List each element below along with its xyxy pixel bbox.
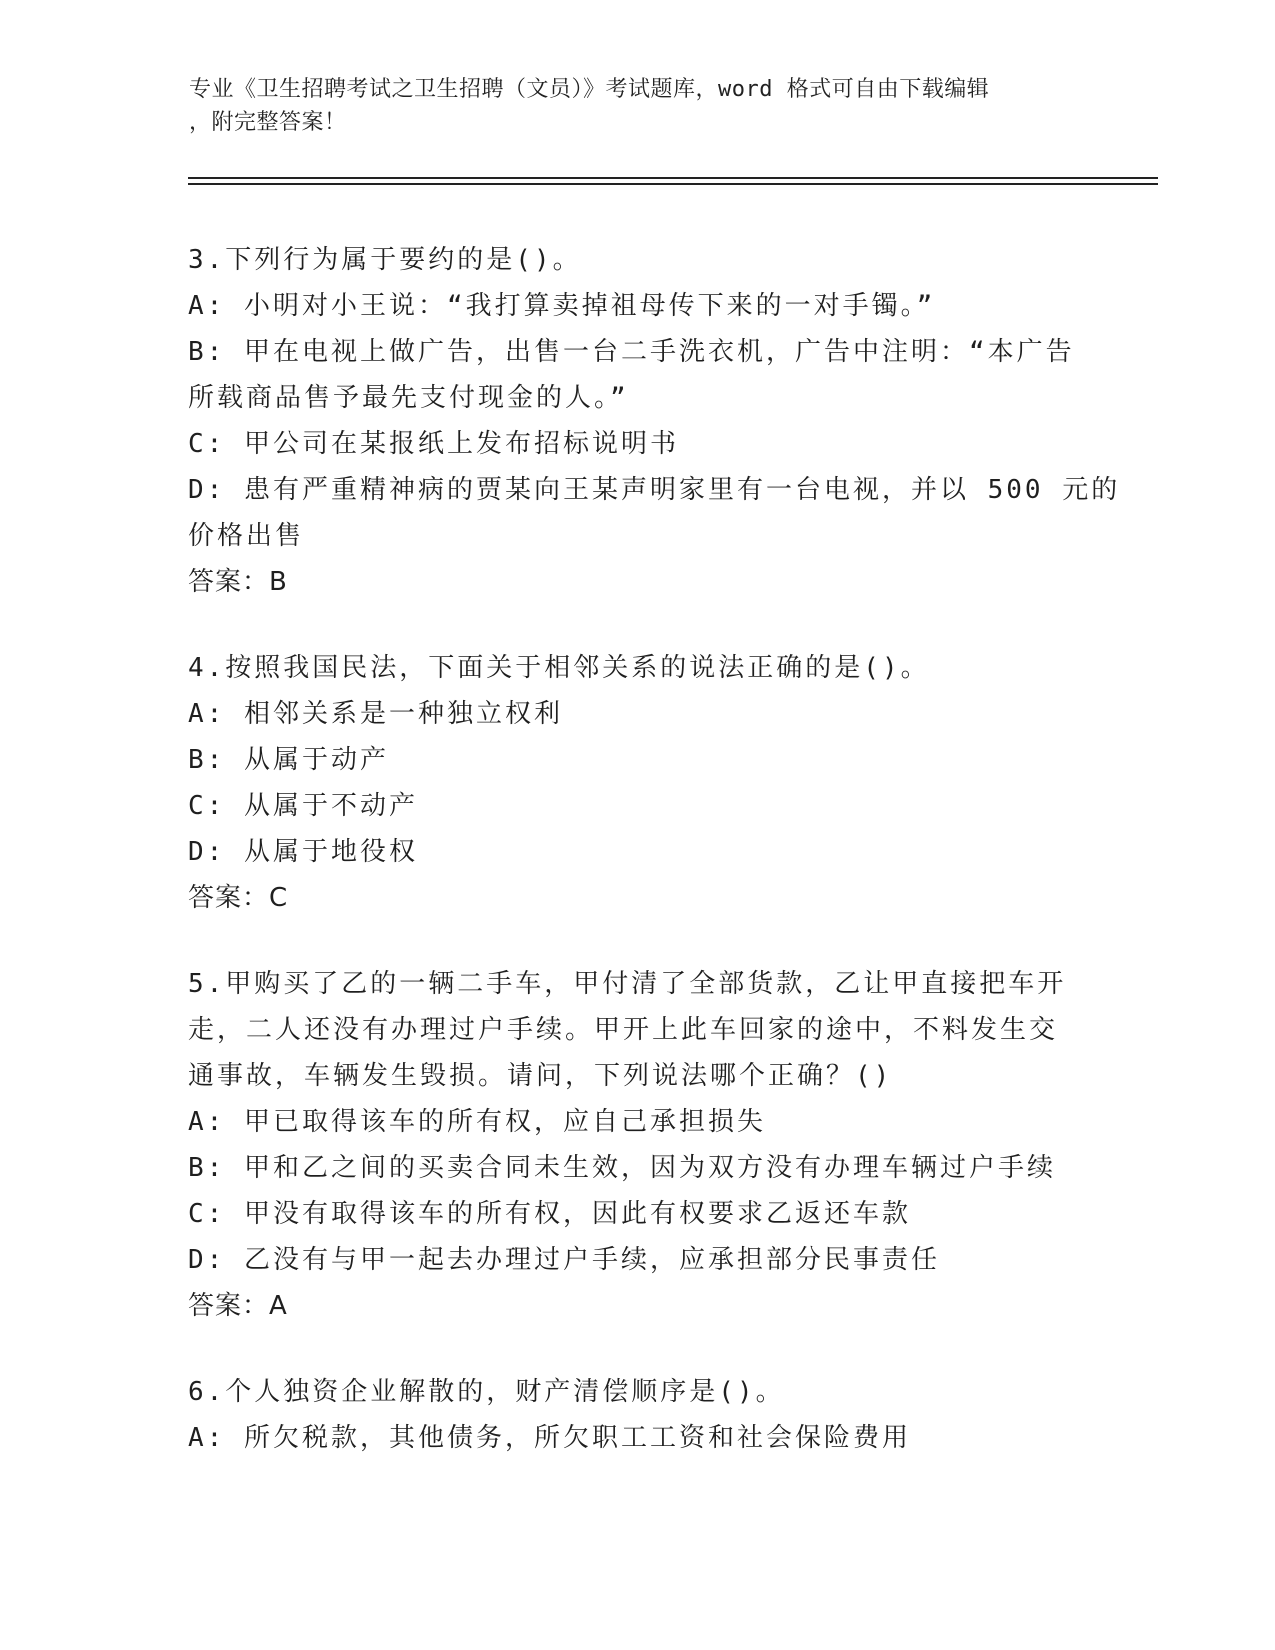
answer: 答案：A [188, 1291, 288, 1321]
document-header [189, 73, 1089, 139]
option-a: A: 甲已取得该车的所有权，应自己承担损失 [188, 1107, 766, 1137]
option-d: D: 患有严重精神病的贾某向王某声明家里有一台电视，并以 500 元的 [188, 475, 1121, 505]
question-stem-cont: 走，二人还没有办理过户手续。甲开上此车回家的途中，不料发生交 [188, 1015, 1059, 1045]
option-c: C: 从属于不动产 [188, 791, 418, 821]
option-b-cont: 所载商品售予最先支付现金的人。” [188, 383, 629, 413]
option-c: C: 甲没有取得该车的所有权，因此有权要求乙返还车款 [188, 1199, 911, 1229]
question-stem: 4.按照我国民法，下面关于相邻关系的说法正确的是()。 [188, 653, 930, 683]
option-a: A: 所欠税款，其他债务，所欠职工工资和社会保险费用 [188, 1423, 911, 1453]
option-a: A: 相邻关系是一种独立权利 [188, 699, 563, 729]
question-5 [188, 961, 1148, 1329]
option-d: D: 从属于地役权 [188, 837, 418, 867]
header-rule-top [188, 177, 1158, 179]
header-line-1: 专业《卫生招聘考试之卫生招聘（文员）》考试题库，word 格式可自由下载编辑 [189, 77, 990, 102]
answer: 答案：C [188, 883, 289, 913]
option-d: D: 乙没有与甲一起去办理过户手续，应承担部分民事责任 [188, 1245, 940, 1275]
question-4 [188, 645, 1148, 921]
question-list [188, 237, 1148, 1501]
question-stem: 3.下列行为属于要约的是()。 [188, 245, 582, 275]
option-d-cont: 价格出售 [188, 521, 305, 551]
option-c: C: 甲公司在某报纸上发布招标说明书 [188, 429, 679, 459]
option-b: B: 甲在电视上做广告，出售一台二手洗衣机，广告中注明：“本广告 [188, 337, 1075, 367]
option-b: B: 从属于动产 [188, 745, 389, 775]
header-line-2: ，附完整答案！ [189, 110, 347, 135]
question-stem: 5.甲购买了乙的一辆二手车，甲付清了全部货款，乙让甲直接把车开 [188, 969, 1067, 999]
option-a: A: 小明对小王说：“我打算卖掉祖母传下来的一对手镯。” [188, 291, 936, 321]
question-6 [188, 1369, 1148, 1461]
answer: 答案：B [188, 567, 288, 597]
question-stem-cont: 通事故，车辆发生毁损。请问，下列说法哪个正确？() [188, 1061, 893, 1091]
option-b: B: 甲和乙之间的买卖合同未生效，因为双方没有办理车辆过户手续 [188, 1153, 1056, 1183]
question-stem: 6.个人独资企业解散的，财产清偿顺序是()。 [188, 1377, 785, 1407]
header-rule-bottom [188, 183, 1158, 185]
question-3 [188, 237, 1148, 605]
